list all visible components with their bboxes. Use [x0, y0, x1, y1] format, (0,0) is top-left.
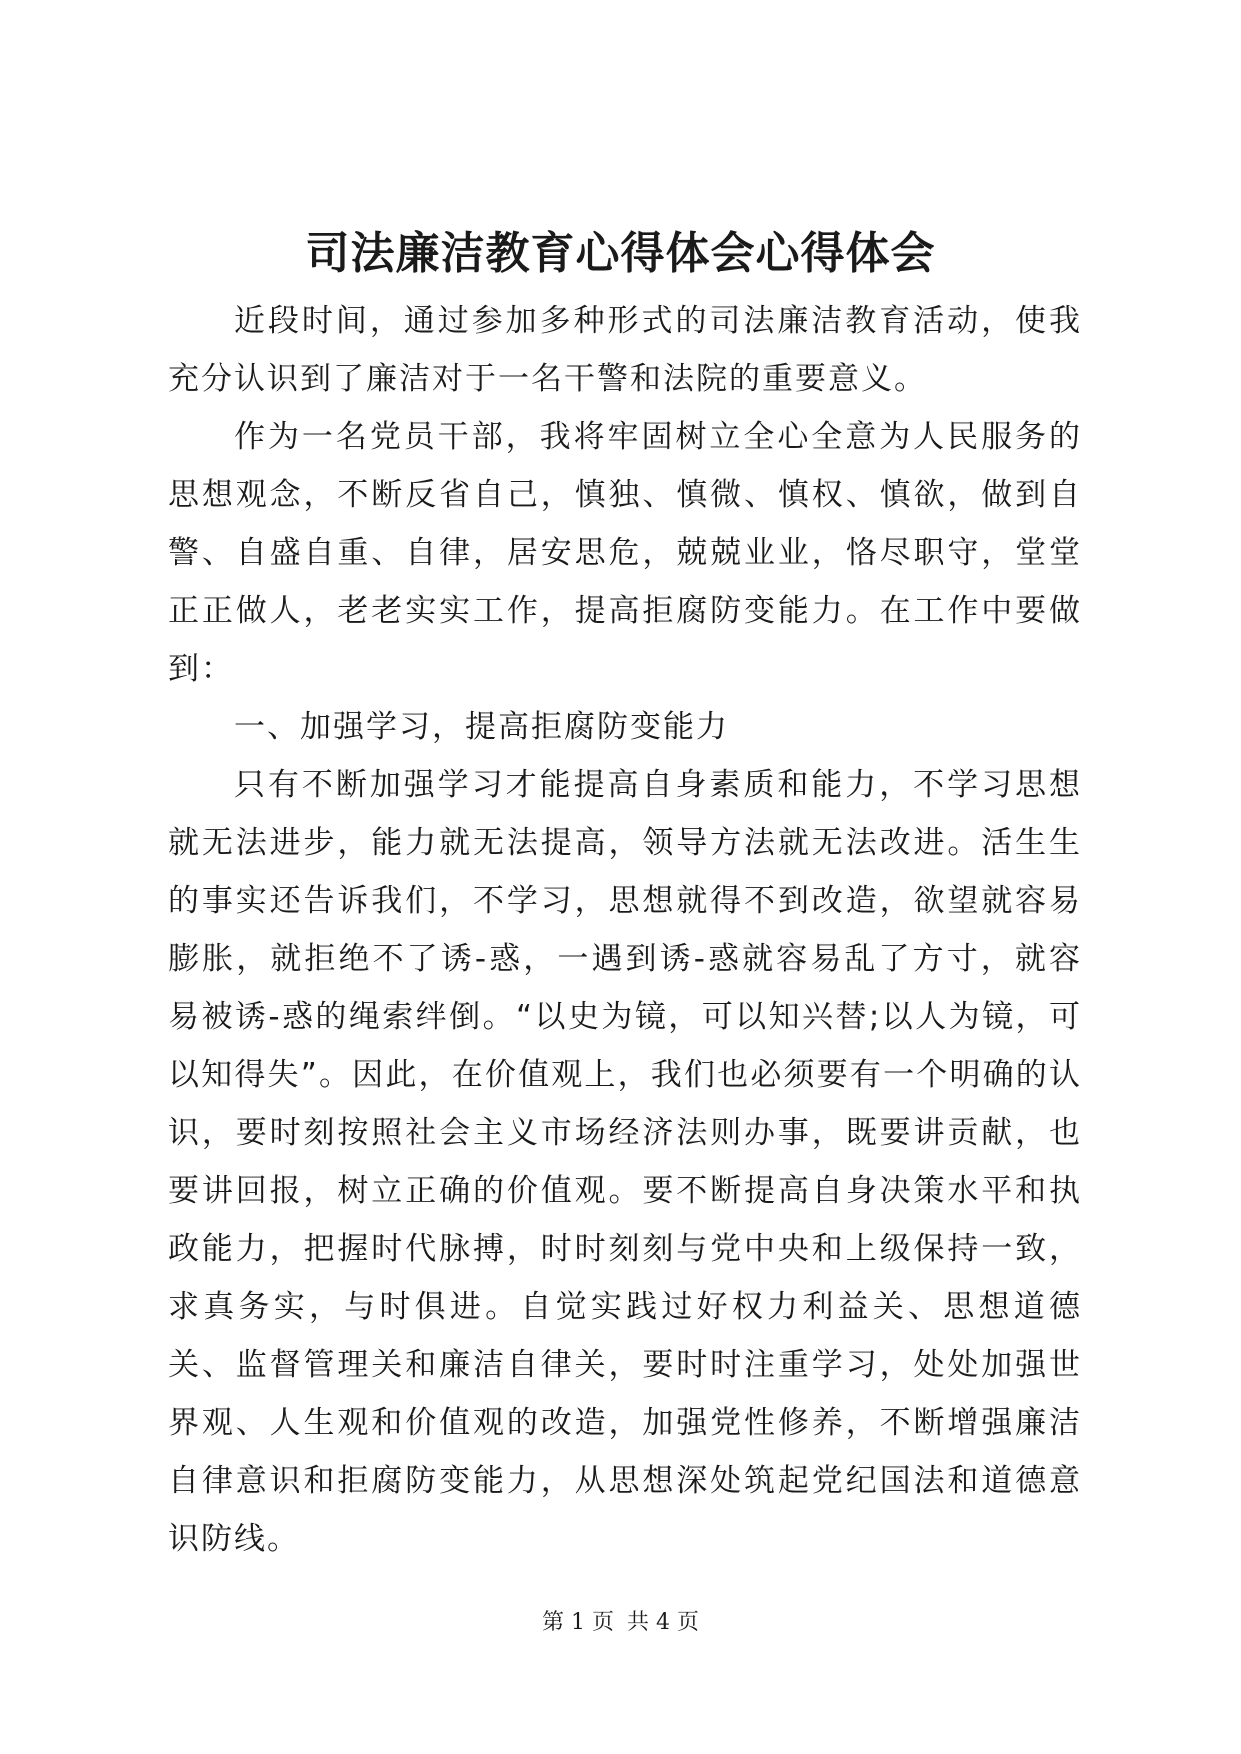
paragraph-commitment: 作为一名党员干部，我将牢固树立全心全意为人民服务的思想观念，不断反省自己，慎独、慎微、慎权、慎欲，做到自警、自盛自重、自律，居安思危，兢兢业业，恪尽职守，堂堂正正做人，老老实实工作，提高拒腐防变能力。在工作中要做到：	[168, 419, 1082, 687]
paragraph-intro: 近段时间，通过参加多种形式的司法廉洁教育活动，使我充分认识到了廉洁对于一名干警和法院的重要意义。	[168, 303, 1082, 397]
document-title: 司法廉洁教育心得体会心得体会	[305, 228, 936, 279]
page-number: 第 1 页	[542, 1610, 614, 1635]
section-heading-1: 一、加强学习，提高拒腐防变能力	[234, 709, 729, 745]
page-footer	[0, 1608, 1241, 1638]
document-body	[168, 292, 1082, 1568]
paragraph-study: 只有不断加强学习才能提高自身素质和能力，不学习思想就无法进步，能力就无法提高，领导方法就无法改进。活生生的事实还告诉我们，不学习，思想就得不到改造，欲望就容易膨胀，就拒绝不了诱-惑，一遇到诱-惑就容易乱了方寸，就容易被诱-惑的绳索绊倒。“以史为镜，可以知兴替;以人为镜，可以知得失”。因此，在价值观上，我们也必须要有一个明确的认识，要时刻按照社会主义市场经济法则办事，既要讲贡献，也要讲回报，树立正确的价值观。要不断提高自身决策水平和执政能力，把握时代脉搏，时时刻刻与党中央和上级保持一致，求真务实，与时俱进。自觉实践过好权力利益关、思想道德关、监督管理关和廉洁自律关，要时时注重学习，处处加强世界观、人生观和价值观的改造，加强党性修养，不断增强廉洁自律意识和拒腐防变能力，从思想深处筑起党纪国法和道德意识防线。	[168, 767, 1082, 1557]
page-total: 共 4 页	[627, 1610, 699, 1635]
